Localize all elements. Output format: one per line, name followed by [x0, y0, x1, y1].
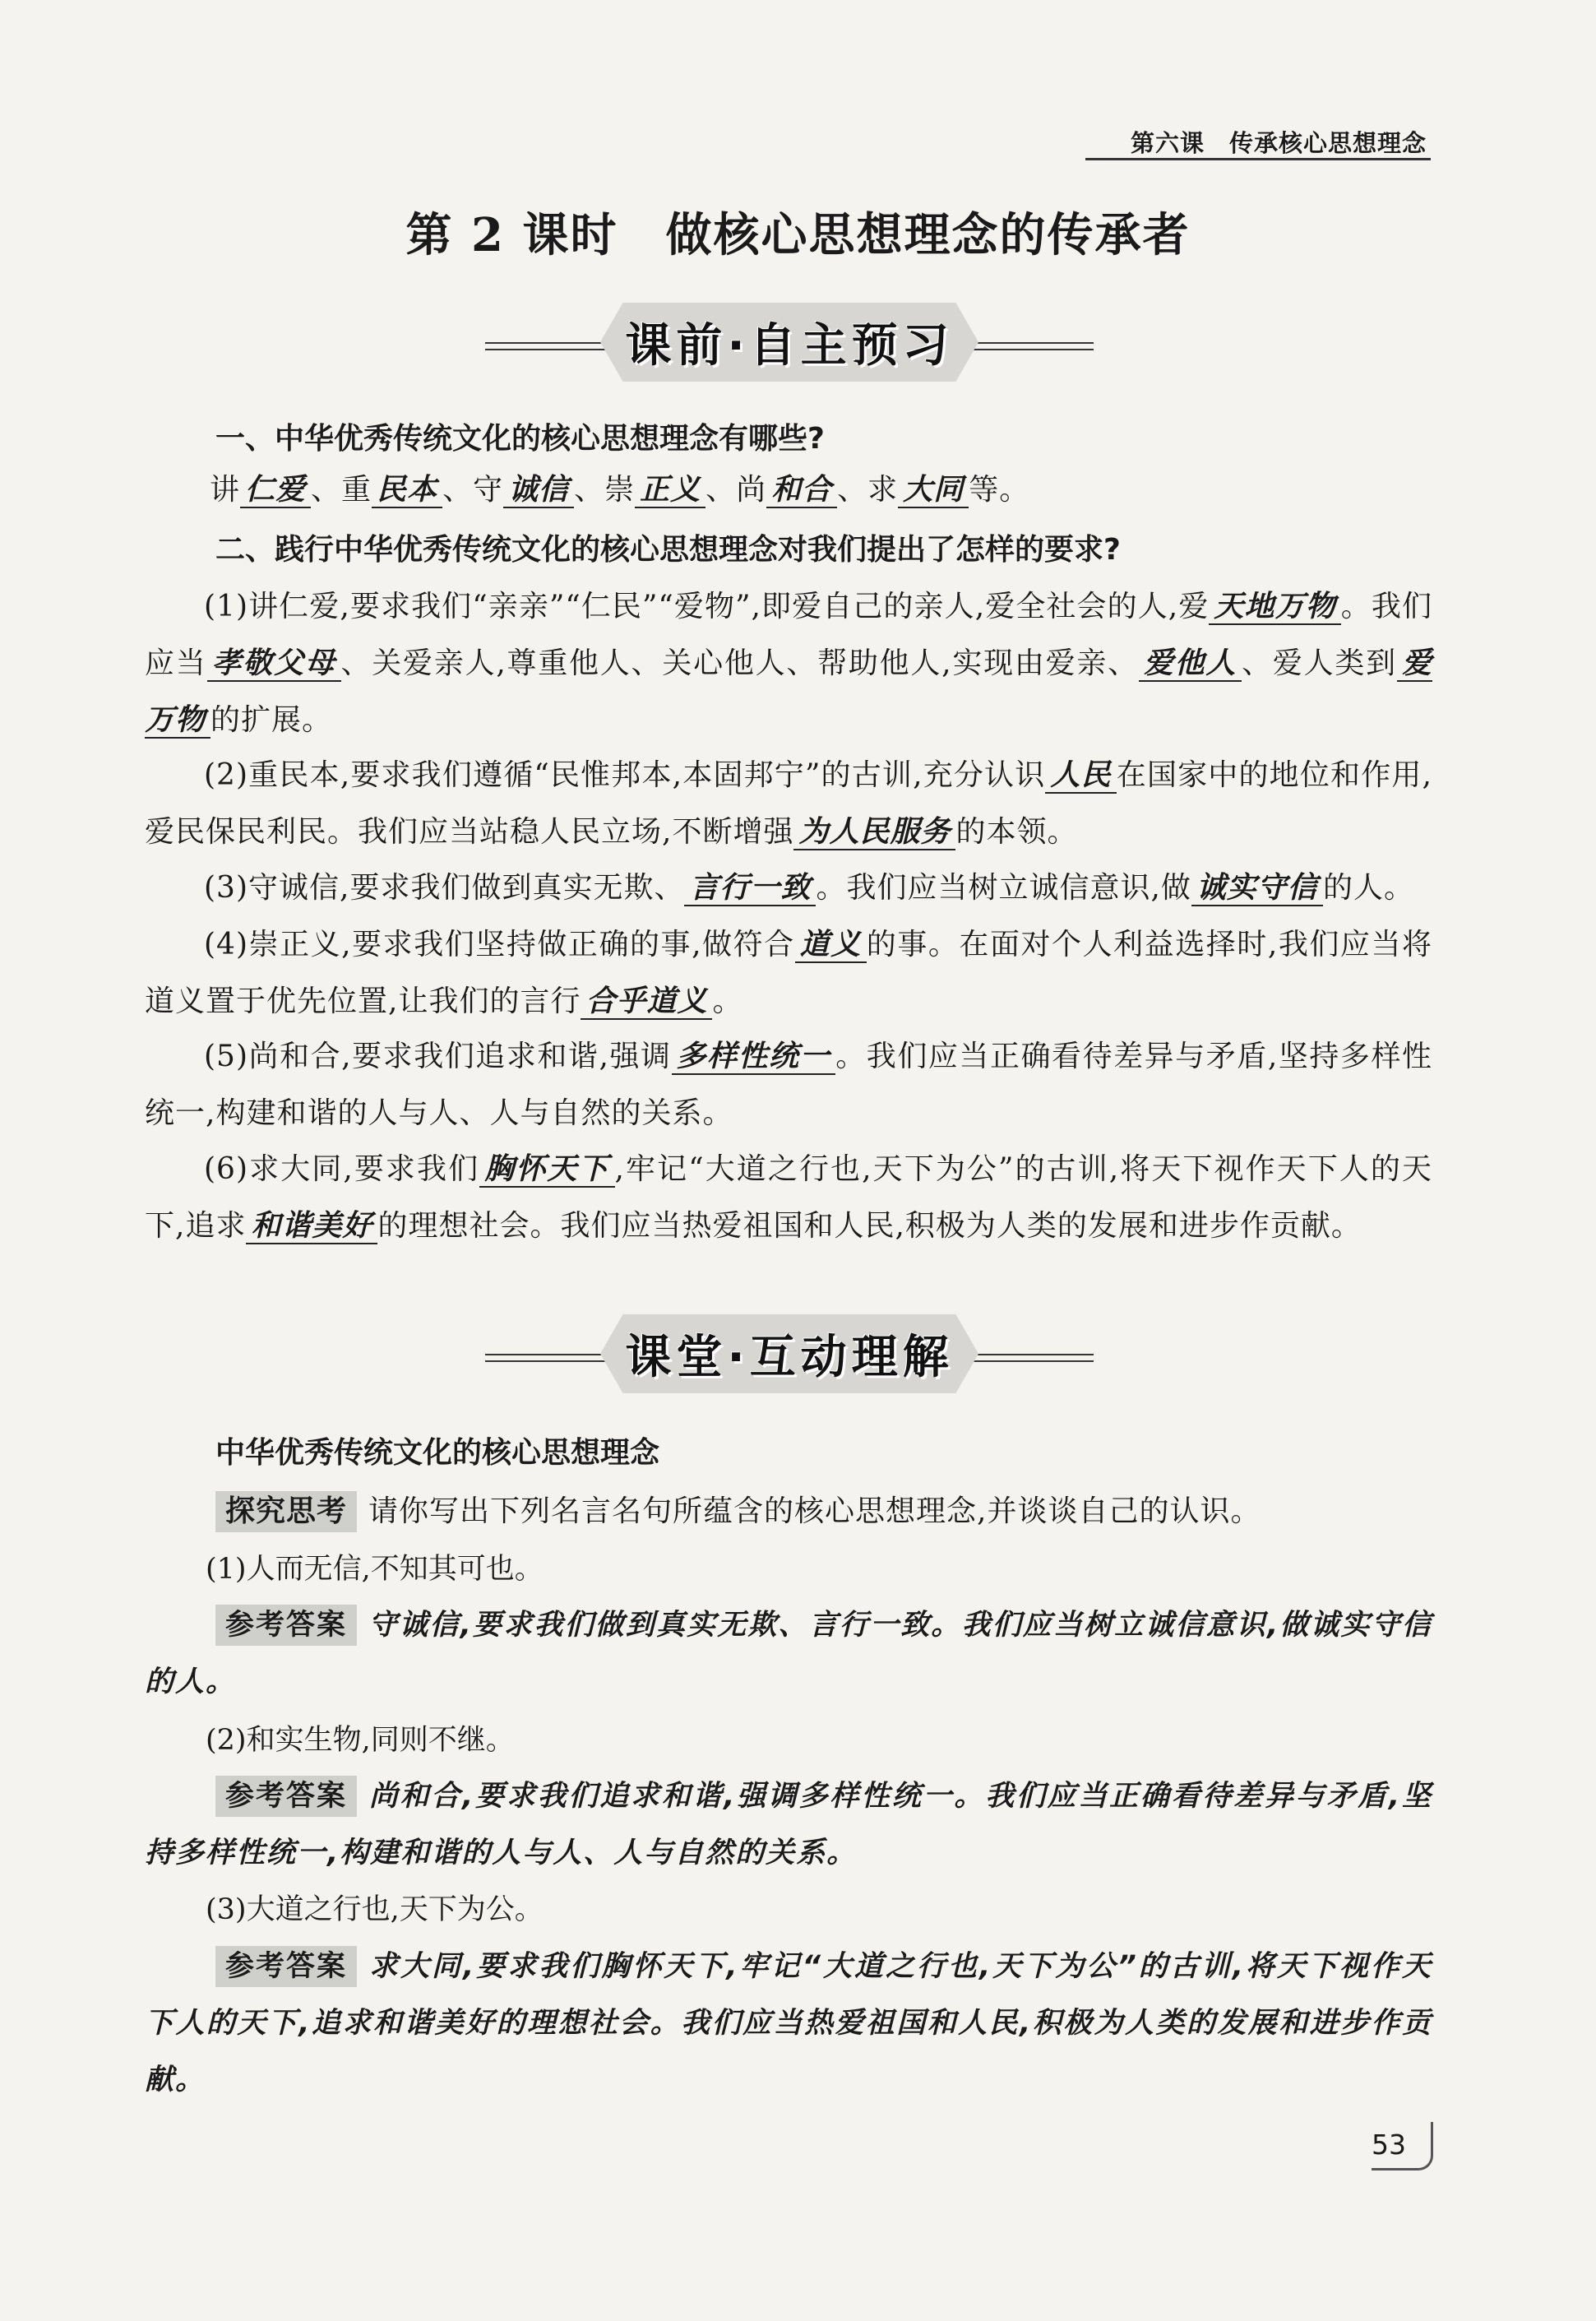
- text: 的本领。: [955, 815, 1078, 849]
- text: 。我们应当树立诚信意识,做: [816, 871, 1191, 905]
- text: 等。: [969, 473, 1030, 507]
- text: 的事。在面对个人利益选择时,我们应当将道义置于优先位置,让我们的言行: [145, 928, 1432, 1018]
- text: 的理想社会。我们应当热爱祖国和人民,积极为人类的发展和进步作贡献。: [377, 1209, 1362, 1243]
- page-number: 53: [1372, 2122, 1433, 2170]
- fill-answer: 爱万物: [145, 646, 1432, 737]
- question-heading-2: 二、践行中华优秀传统文化的核心思想理念对我们提出了怎样的要求?: [215, 533, 1121, 567]
- paragraph-3: [145, 859, 1432, 916]
- fill-answer: 仁爱: [240, 473, 311, 508]
- question-heading-1: 一、中华优秀传统文化的核心思想理念有哪些?: [215, 422, 825, 456]
- section-heading: 中华优秀传统文化的核心思想理念: [215, 1436, 660, 1470]
- paragraph-5: [145, 1028, 1432, 1142]
- text: ,牢记“大道之行也,天下为公”的古训,将天下视作天下人的天下,追求: [145, 1152, 1432, 1243]
- paragraph-2: [145, 747, 1432, 860]
- fill-answer: 大同: [898, 473, 969, 508]
- fill-answer: 胸怀天下: [479, 1152, 614, 1188]
- answer-label: 参考答案: [215, 1605, 357, 1646]
- text: 、重: [311, 473, 372, 507]
- quote-1: (1)人而无信,不知其可也。: [206, 1553, 544, 1586]
- text: (6)求大同,要求我们: [204, 1152, 480, 1186]
- quote-2: (2)和实生物,同则不继。: [206, 1724, 515, 1757]
- text: 、爱人类到: [1242, 646, 1397, 680]
- section-banner-preview: [485, 303, 1094, 385]
- fill-answer: 诚实守信: [1191, 871, 1323, 906]
- fill-answer: 爱他人: [1139, 646, 1242, 682]
- banner-line: [485, 342, 608, 344]
- fill-answer: 合乎道义: [581, 984, 712, 1020]
- text: 的人。: [1322, 871, 1414, 905]
- fill-answer: 和谐美好: [246, 1209, 377, 1244]
- fill-answer: 民本: [372, 473, 442, 508]
- text: 、崇: [574, 473, 636, 507]
- fill-answer: 天地万物: [1209, 590, 1340, 625]
- banner-line: [970, 1360, 1094, 1362]
- text: (3)守诚信,要求我们做到真实无欺、: [204, 871, 685, 905]
- fill-answer: 为人民服务: [793, 815, 955, 850]
- text: (1)讲仁爱,要求我们“亲亲”“仁民”“爱物”,即爱自己的亲人,爱全社会的人,爱: [204, 590, 1210, 623]
- answer-text: 守诚信,要求我们做到真实无欺、言行一致。我们应当树立诚信意识,做诚实守信的人。: [145, 1609, 1432, 1698]
- text: 。我们应当: [145, 590, 1432, 680]
- fill-answer: 言行一致: [684, 871, 816, 906]
- answer-text: 尚和合,要求我们追求和谐,强调多样性统一。我们应当正确看待差异与矛盾,坚持多样性统一,构建和谐的人与人、人与自然的关系。: [145, 1780, 1432, 1869]
- quote-3: (3)大道之行也,天下为公。: [206, 1893, 544, 1926]
- text: (2)重民本,要求我们遵循“民惟邦本,本固邦宁”的古训,充分认识: [204, 758, 1046, 792]
- text: (4)崇正义,要求我们坚持做正确的事,做符合: [204, 928, 795, 961]
- banner-line: [970, 1354, 1094, 1355]
- text: 的扩展。: [210, 703, 333, 737]
- answer-text: 求大同,要求我们胸怀天下,牢记“大道之行也,天下为公”的古训,将天下视作天下人的天下,追求和谐美好的理想社会。我们应当热爱祖国和人民,积极为人类的发展和进步作贡献。: [145, 1950, 1432, 2096]
- paragraph-1: [145, 578, 1432, 748]
- paragraph-6: [145, 1141, 1432, 1254]
- banner-line: [485, 349, 608, 350]
- text: (5)尚和合,要求我们追求和谐,强调: [204, 1040, 672, 1073]
- text: 、守: [442, 473, 504, 507]
- paragraph-4: [145, 916, 1432, 1030]
- answer-label: 参考答案: [215, 1946, 357, 1987]
- fill-answer: 诚信: [503, 473, 574, 508]
- fill-answer: 孝敬父母: [207, 646, 341, 682]
- header-rule: [1085, 158, 1431, 160]
- lesson-title: 第 2 课时 做核心思想理念的传承者: [405, 208, 1191, 262]
- explore-label: 探究思考: [215, 1491, 357, 1532]
- text: 。: [712, 984, 743, 1018]
- fill-answer: 和合: [766, 473, 837, 508]
- section-banner-classroom: [485, 1314, 1094, 1397]
- text: 、尚: [705, 473, 767, 507]
- text: 讲: [210, 473, 241, 507]
- fill-answer: 人民: [1045, 758, 1116, 794]
- banner-label: 课前·自主预习: [625, 319, 954, 373]
- reference-answer-2: [145, 1768, 1432, 1882]
- banner-line: [485, 1360, 608, 1362]
- text: 、求: [837, 473, 899, 507]
- reference-answer-3: [145, 1939, 1432, 2109]
- text: 在国家中的地位和作用,爱民保民利民。我们应当站稳人民立场,不断增强: [145, 758, 1432, 849]
- answer-label: 参考答案: [215, 1776, 357, 1817]
- banner-line: [970, 349, 1094, 350]
- fill-answer: 道义: [795, 928, 867, 963]
- prompt-text: 请你写出下列名言名句所蕴含的核心思想理念,并谈谈自己的认识。: [368, 1494, 1261, 1528]
- banner-line: [970, 342, 1094, 344]
- fill-answer: 多样性统一: [672, 1040, 836, 1075]
- banner-line: [485, 1354, 608, 1355]
- text: 。我们应当正确看待差异与矛盾,坚持多样性统一,构建和谐的人与人、人与自然的关系。: [145, 1040, 1432, 1130]
- fill-answer: 正义: [635, 473, 705, 508]
- reference-answer-1: [145, 1597, 1432, 1711]
- answer-line-1: [210, 461, 1497, 518]
- text: 、关爱亲人,尊重他人、关心他人、帮助他人,实现由爱亲、: [340, 646, 1139, 680]
- explore-prompt: [215, 1483, 1432, 1540]
- banner-label: 课堂·互动理解: [625, 1331, 954, 1384]
- running-header: 第六课 传承核心思想理念: [1130, 129, 1427, 157]
